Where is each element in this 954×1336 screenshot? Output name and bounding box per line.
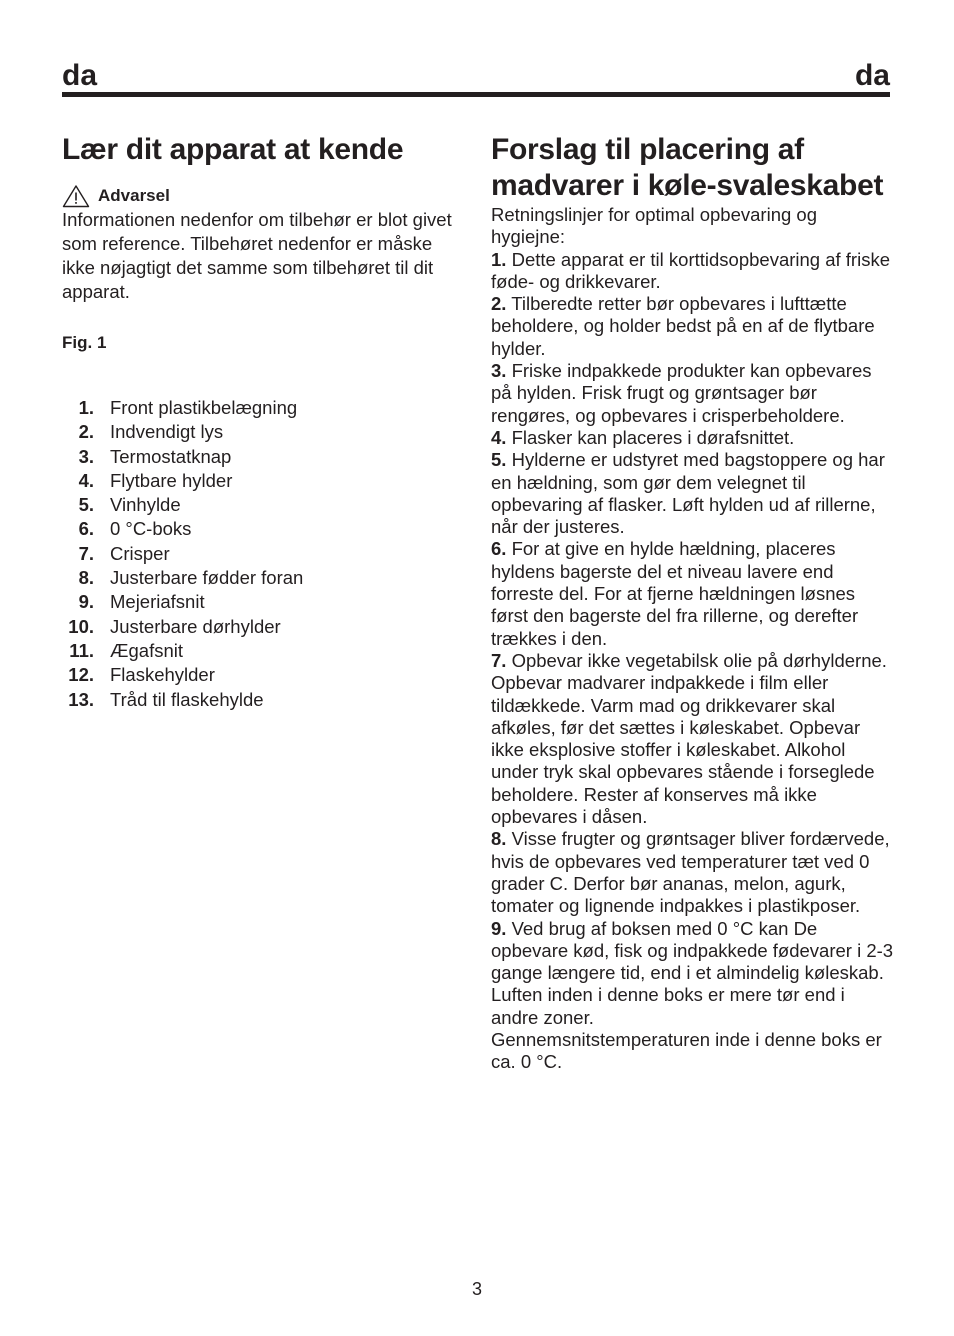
- part-item: [62, 420, 467, 444]
- left-column: [62, 128, 467, 728]
- part-number: 12.: [68, 664, 94, 686]
- guidelines-intro: Retningslinjer for optimal opbevaring og hygiejne:: [491, 204, 817, 248]
- tip-number: 4.: [491, 426, 507, 448]
- warning-text: Informationen nedenfor om tilbehør er blot givet som reference. Tilbehøret nedenfor er måske ikke nøjagtigt det samme som tilbehøret til dit apparat.: [62, 209, 452, 302]
- warning-triangle-icon: [62, 184, 90, 208]
- figure-label: Fig. 1: [62, 333, 107, 352]
- part-number: 1.: [78, 397, 94, 418]
- part-item: [62, 566, 467, 590]
- part-item: [62, 517, 467, 541]
- part-item: [62, 493, 467, 517]
- box-note-temperature: Gennemsnitstemperaturen inde i denne boks er ca. 0 °C.: [491, 1028, 882, 1073]
- part-item: [62, 445, 467, 469]
- header-rule: [62, 92, 890, 97]
- tip-text: For at give en hylde hældning, placeres hyldens bagerste del et niveau lavere end forreste del. For at fjerne hældningen løsnes først den bagerste del fra rillerne, og derefter trækkes i den.: [491, 538, 859, 649]
- tip-item: [491, 650, 896, 828]
- tip-number: 6.: [491, 538, 507, 560]
- part-label: 0 °C-boks: [110, 518, 192, 540]
- part-item: [62, 688, 467, 712]
- part-label: Flytbare hylder: [110, 469, 233, 491]
- part-number: 11.: [69, 639, 94, 661]
- part-label: Front plastikbelægning: [110, 397, 298, 418]
- part-item: [62, 396, 467, 420]
- part-number: 7.: [78, 542, 94, 564]
- tip-item: [491, 918, 896, 985]
- part-label: Indvendigt lys: [110, 421, 224, 443]
- part-label: Flaskehylder: [110, 664, 215, 686]
- part-label: Vinhylde: [110, 494, 181, 516]
- tips-list: [491, 249, 896, 985]
- part-number: 10.: [68, 615, 94, 637]
- section-title-placement: Forslag til placering af madvarer i køle-svaleskabet: [491, 133, 884, 202]
- part-number: 9.: [78, 591, 94, 613]
- tip-item: [491, 427, 896, 449]
- part-number: 2.: [78, 421, 94, 443]
- part-number: 4.: [78, 469, 94, 491]
- tip-item: [491, 293, 896, 360]
- warning-label: Advarsel: [98, 186, 170, 205]
- part-item: [62, 615, 467, 639]
- part-label: Justerbare dørhylder: [110, 615, 281, 637]
- parts-list: [62, 396, 467, 712]
- part-item: [62, 639, 467, 663]
- tip-text: Opbevar ikke vegetabilsk olie på dørhylderne. Opbevar madvarer indpakkede i film eller tildækkede. Varm mad og drikkevarer skal afkøles, før det sættes i køleskabet. Opbevar ikke eksplosive stoffer i køleskabet. Alkohol under tryk skal opbevares stående i forseglede beholdere. Rester af konserves må ikke opbevares i dåsen.: [491, 649, 887, 828]
- tip-text: Ved brug af boksen med 0 °C kan De opbevare kød, fisk og indpakkede fødevarer i 2-3 gange længere tid, end i et almindelig køleskab.: [491, 917, 894, 984]
- page-number: 3: [471, 1279, 482, 1299]
- part-label: Mejeriafsnit: [110, 591, 205, 613]
- tip-number: 2.: [491, 293, 507, 315]
- tip-item: [491, 449, 896, 538]
- part-item: [62, 590, 467, 614]
- tip-number: 3.: [491, 360, 507, 382]
- tip-item: [491, 360, 896, 427]
- warning-heading: [62, 184, 467, 208]
- part-number: 8.: [78, 567, 94, 589]
- part-number: 5.: [78, 494, 94, 516]
- tip-number: 8.: [491, 828, 507, 850]
- tip-text: Friske indpakkede produkter kan opbevares på hylden. Frisk frugt og grøntsager bør rengøres, og opbevares i crisperbeholdere.: [491, 360, 872, 426]
- tip-number: 5.: [491, 449, 507, 471]
- tip-text: Hylderne er udstyret med bagstoppere og har en hældning, som gør dem velegnet til opbevaring af flasker. Løft hylden ud af rillerne, når der justeres.: [491, 449, 885, 538]
- box-note-dry-air: Luften inden i denne boks er mere tør end i andre zoner.: [491, 984, 845, 1028]
- header-language-left: da: [62, 59, 98, 92]
- part-number: 3.: [78, 445, 94, 467]
- tip-text: Dette apparat er til korttidsopbevaring af friske føde- og drikkevarer.: [491, 248, 890, 292]
- tip-item: [491, 249, 896, 294]
- tip-text: Visse frugter og grøntsager bliver fordærvede, hvis de opbevares ved temperaturer tæt ved 0 grader C. Derfor bør ananas, melon, agurk, tomater og lignende indpakkes i plastikposer.: [491, 828, 890, 917]
- tip-number: 1.: [491, 248, 507, 270]
- part-label: Termostatknap: [110, 445, 232, 467]
- part-label: Crisper: [110, 542, 170, 564]
- tip-item: [491, 538, 896, 649]
- part-item: [62, 469, 467, 493]
- part-label: Justerbare fødder foran: [110, 567, 304, 589]
- right-column: [491, 128, 896, 1074]
- header-language-right: da: [854, 59, 890, 92]
- part-item: [62, 663, 467, 687]
- part-number: 13.: [68, 688, 94, 710]
- section-title-appliance: Lær dit apparat at kende: [62, 133, 404, 166]
- part-number: 6.: [78, 518, 94, 540]
- part-label: Tråd til flaskehylde: [110, 688, 264, 710]
- tip-item: [491, 828, 896, 917]
- part-label: Ægafsnit: [110, 639, 184, 661]
- tip-text: Flasker kan placeres i dørafsnittet.: [511, 426, 795, 448]
- part-item: [62, 542, 467, 566]
- tip-number: 7.: [491, 649, 507, 671]
- tip-number: 9.: [491, 917, 507, 939]
- tip-text: Tilberedte retter bør opbevares i lufttætte beholdere, og holder bedst på en af de flytbare hylder.: [491, 293, 875, 359]
